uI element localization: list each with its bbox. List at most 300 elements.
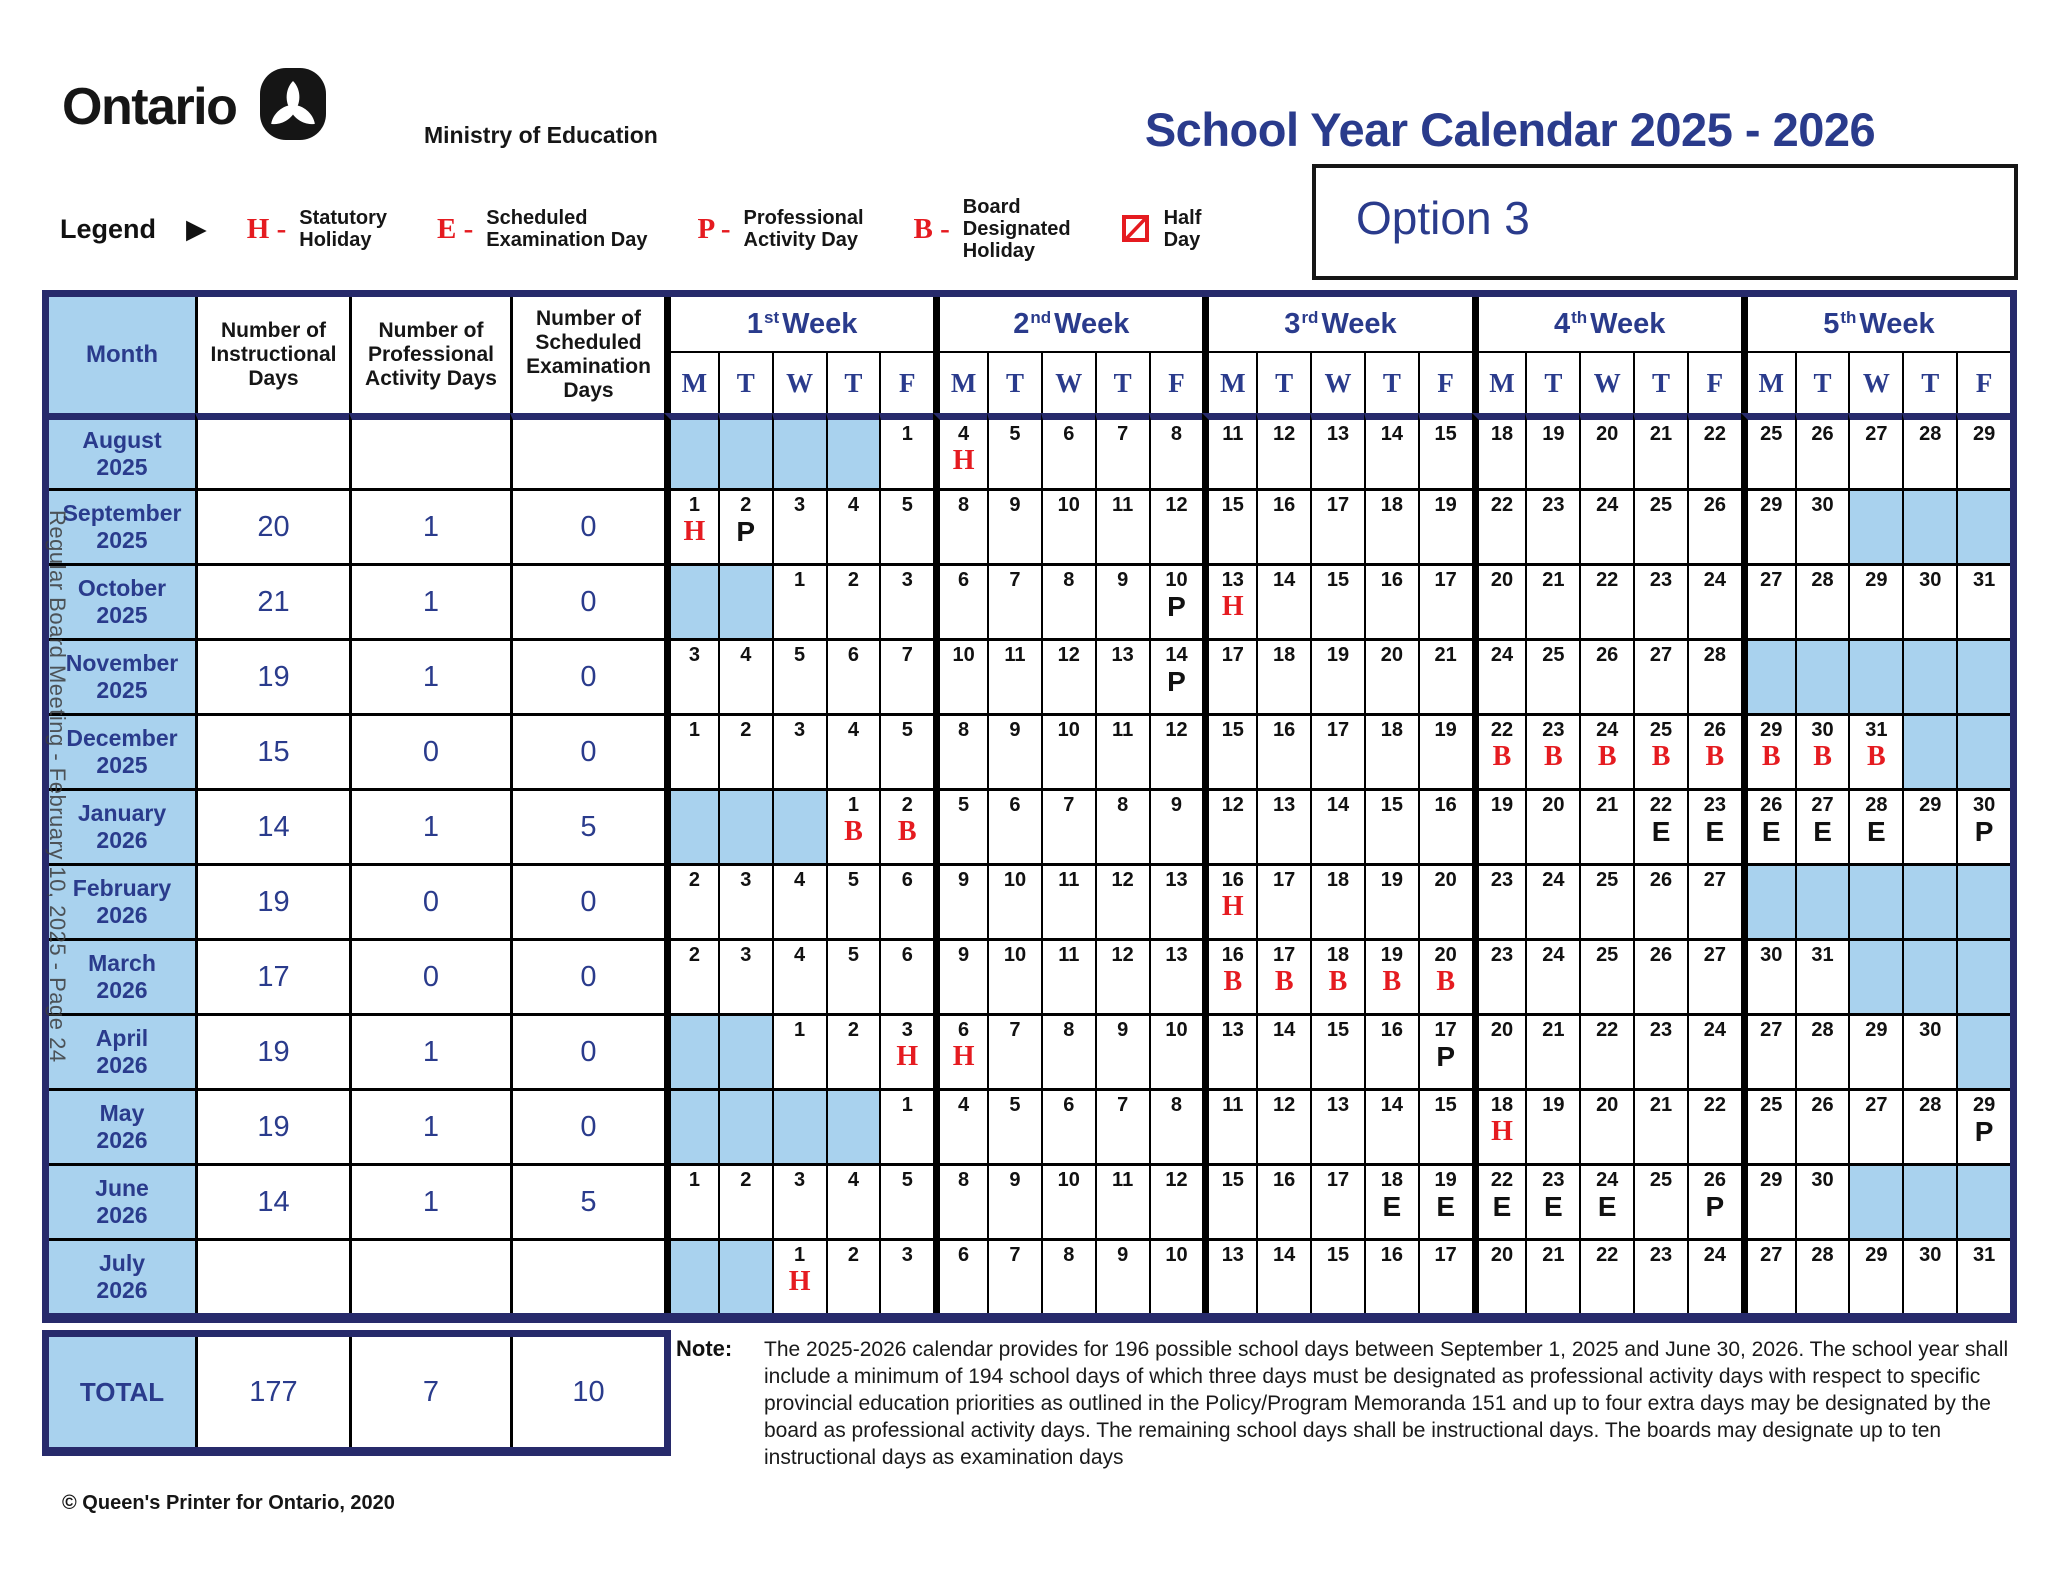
legend-title: Legend (60, 213, 157, 244)
option-box (1312, 164, 2018, 280)
day-number: 7 (1063, 794, 1075, 816)
day-number: 23 (1649, 1019, 1673, 1041)
day-number: 29 (1865, 1244, 1888, 1266)
day-cell (1848, 638, 1902, 713)
day-number: 8 (1063, 1244, 1075, 1266)
column-header: Number of Professional Activity Days (349, 297, 510, 413)
month-label (49, 488, 195, 563)
day-number: 12 (1273, 1094, 1296, 1116)
month-exam-days: 0 (510, 638, 664, 713)
day-cell (718, 563, 772, 638)
day-cell (1579, 413, 1633, 488)
month-label (49, 1088, 195, 1163)
day-number: 5 (901, 1169, 913, 1191)
day-number: 22 (1703, 1094, 1726, 1116)
day-cell (1902, 1238, 1956, 1313)
day-cell (879, 938, 933, 1013)
day-letter-header: T (1095, 351, 1149, 413)
day-number: 13 (1221, 1019, 1244, 1041)
day-cell (1310, 638, 1364, 713)
month-instructional-days: 14 (195, 1163, 349, 1238)
day-cell (718, 788, 772, 863)
month-year: 2026 (96, 1277, 148, 1303)
day-mark-E: E (1597, 1191, 1617, 1222)
day-cell (1041, 413, 1095, 488)
day-number: 29 (1760, 719, 1783, 741)
day-cell (1633, 1013, 1687, 1088)
day-cell (1310, 1163, 1364, 1238)
day-mark-B: B (1223, 966, 1243, 997)
day-number: 3 (794, 1169, 806, 1191)
legend-item (247, 207, 387, 251)
month-name: July (98, 1250, 146, 1276)
day-cell (826, 638, 880, 713)
day-number: 2 (847, 569, 859, 591)
day-cell (1472, 563, 1526, 638)
day-cell (1149, 1013, 1203, 1088)
day-cell (1633, 488, 1687, 563)
day-number: 6 (847, 644, 859, 666)
day-cell (1256, 563, 1310, 638)
day-number: 9 (1117, 1244, 1129, 1266)
day-number: 3 (901, 1244, 913, 1266)
month-instructional-days (195, 413, 349, 488)
day-cell (1902, 413, 1956, 488)
day-cell (1848, 938, 1902, 1013)
day-number: 1 (794, 1019, 806, 1041)
day-cell (1579, 788, 1633, 863)
day-cell (1795, 488, 1849, 563)
day-cell (1525, 1238, 1579, 1313)
month-pa-days: 0 (349, 938, 510, 1013)
day-number: 21 (1542, 569, 1565, 591)
month-year: 2026 (96, 977, 148, 1003)
day-mark-P: P (1974, 816, 1994, 847)
legend-symbol: B - (913, 212, 950, 245)
day-cell (1687, 1238, 1741, 1313)
day-cell (1202, 1013, 1256, 1088)
day-cell (1795, 1238, 1849, 1313)
day-number: 24 (1703, 569, 1726, 591)
day-cell (1687, 938, 1741, 1013)
day-cell (1956, 1238, 2010, 1313)
day-number: 19 (1434, 719, 1457, 741)
column-header: Number of Instructional Days (195, 297, 349, 413)
month-label (49, 638, 195, 713)
day-cell (879, 413, 933, 488)
week-header: 2 nd Week (933, 297, 1202, 351)
day-cell (1256, 638, 1310, 713)
half-day-icon (1121, 214, 1151, 244)
day-number: 14 (1165, 644, 1188, 666)
day-number: 31 (1811, 944, 1834, 966)
day-number: 21 (1542, 1019, 1565, 1041)
legend-item-label: Professional Activity Day (743, 207, 864, 251)
day-cell (1848, 788, 1902, 863)
day-mark-H: H (1491, 1116, 1513, 1147)
day-number: 6 (1063, 1094, 1075, 1116)
day-cell (1579, 1238, 1633, 1313)
day-cell (1472, 1163, 1526, 1238)
day-number: 12 (1165, 719, 1188, 741)
day-cell (933, 413, 987, 488)
day-number: 19 (1542, 1094, 1565, 1116)
day-cell (1149, 638, 1203, 713)
day-cell (1956, 788, 2010, 863)
day-number: 17 (1434, 1019, 1457, 1041)
day-cell (1095, 863, 1149, 938)
day-number: 22 (1490, 1169, 1514, 1191)
day-cell (1256, 488, 1310, 563)
day-cell (1633, 938, 1687, 1013)
day-cell (879, 863, 933, 938)
day-cell (718, 1088, 772, 1163)
day-number: 10 (952, 644, 975, 666)
day-number: 10 (1057, 494, 1080, 516)
day-number: 19 (1326, 644, 1350, 666)
day-cell (1472, 1238, 1526, 1313)
day-number: 12 (1111, 944, 1134, 966)
month-name: November (65, 650, 179, 676)
total-pa-days: 7 (349, 1337, 510, 1447)
day-cell (1741, 1088, 1795, 1163)
day-cell (1256, 938, 1310, 1013)
day-number: 19 (1434, 494, 1457, 516)
day-number: 27 (1703, 944, 1726, 966)
day-cell (1364, 713, 1418, 788)
day-number: 28 (1919, 1094, 1942, 1116)
day-cell (1633, 413, 1687, 488)
day-number: 7 (1009, 569, 1021, 591)
day-number: 8 (958, 1169, 970, 1191)
day-cell (826, 1013, 880, 1088)
legend-item (697, 207, 863, 251)
day-cell (1687, 488, 1741, 563)
day-mark-B: B (1813, 741, 1832, 772)
day-letter-header: W (772, 351, 826, 413)
day-cell (1472, 788, 1526, 863)
day-cell (933, 1088, 987, 1163)
day-cell (1902, 1013, 1956, 1088)
day-cell (933, 563, 987, 638)
day-number: 4 (794, 944, 806, 966)
day-cell (1795, 563, 1849, 638)
day-cell (1095, 413, 1149, 488)
month-exam-days: 5 (510, 788, 664, 863)
day-cell (879, 1163, 933, 1238)
day-mark-B: B (1328, 966, 1348, 997)
day-number: 5 (847, 869, 859, 891)
day-mark-E: E (1761, 816, 1781, 847)
day-number: 8 (1117, 794, 1129, 816)
day-number: 11 (1004, 644, 1026, 666)
day-cell (1256, 1238, 1310, 1313)
day-letter-header: F (879, 351, 933, 413)
day-cell (1310, 488, 1364, 563)
day-cell (1149, 1088, 1203, 1163)
day-number: 30 (1919, 1019, 1942, 1041)
day-cell (1095, 638, 1149, 713)
day-mark-B: B (1274, 966, 1294, 997)
day-cell (826, 863, 880, 938)
day-number: 22 (1596, 1019, 1619, 1041)
day-number: 17 (1273, 944, 1296, 966)
day-number: 21 (1434, 644, 1457, 666)
day-cell (718, 938, 772, 1013)
month-year: 2025 (96, 602, 148, 628)
day-cell (1633, 1238, 1687, 1313)
day-cell (1310, 1088, 1364, 1163)
day-cell (1848, 713, 1902, 788)
day-cell (987, 1163, 1041, 1238)
month-instructional-days: 19 (195, 1088, 349, 1163)
day-number: 31 (1972, 569, 1996, 591)
day-cell (1310, 863, 1364, 938)
day-number: 26 (1596, 644, 1619, 666)
day-number: 18 (1273, 644, 1296, 666)
day-cell (1795, 1013, 1849, 1088)
day-letter-header: M (1202, 351, 1256, 413)
day-number: 28 (1811, 569, 1834, 591)
day-mark-B: B (1651, 741, 1671, 772)
day-cell (664, 638, 718, 713)
month-name: October (77, 575, 167, 601)
day-number: 14 (1273, 1019, 1296, 1041)
day-cell (718, 1163, 772, 1238)
day-number: 2 (901, 794, 913, 816)
day-number: 4 (740, 644, 752, 666)
day-number: 29 (1760, 1169, 1783, 1191)
day-number: 26 (1703, 494, 1726, 516)
day-cell (1525, 563, 1579, 638)
day-cell (1956, 488, 2010, 563)
week-header: 3 rd Week (1202, 297, 1471, 351)
day-number: 18 (1490, 423, 1514, 445)
day-number: 8 (958, 494, 970, 516)
day-number: 7 (1117, 1094, 1129, 1116)
day-cell (1956, 713, 2010, 788)
day-number: 27 (1649, 644, 1673, 666)
month-instructional-days: 20 (195, 488, 349, 563)
day-cell (1149, 713, 1203, 788)
month-instructional-days (195, 1238, 349, 1313)
day-number: 7 (1009, 1244, 1021, 1266)
day-cell (1256, 413, 1310, 488)
day-cell (1149, 488, 1203, 563)
day-letter-header: T (987, 351, 1041, 413)
day-cell (1687, 863, 1741, 938)
day-number: 13 (1165, 869, 1188, 891)
day-cell (933, 863, 987, 938)
day-cell (1525, 638, 1579, 713)
day-number: 13 (1221, 1244, 1244, 1266)
day-cell (1202, 638, 1256, 713)
month-exam-days: 5 (510, 1163, 664, 1238)
day-number: 23 (1649, 569, 1673, 591)
day-cell (1525, 413, 1579, 488)
day-cell (879, 1013, 933, 1088)
day-number: 10 (1003, 944, 1027, 966)
month-name: May (99, 1100, 145, 1126)
legend (60, 196, 1251, 262)
day-mark-P: P (1705, 1191, 1725, 1222)
day-cell (772, 1013, 826, 1088)
day-cell (1095, 713, 1149, 788)
day-cell (772, 1163, 826, 1238)
day-letter-header: T (826, 351, 880, 413)
day-number: 24 (1703, 1244, 1726, 1266)
day-mark-B: B (1492, 741, 1512, 772)
day-letter-header: T (1795, 351, 1849, 413)
day-cell (772, 1238, 826, 1313)
day-cell (1202, 938, 1256, 1013)
day-cell (1579, 488, 1633, 563)
day-cell (1525, 863, 1579, 938)
day-number: 1 (688, 1169, 700, 1191)
day-letter-header: M (1741, 351, 1795, 413)
day-number: 26 (1649, 869, 1673, 891)
day-cell (718, 1238, 772, 1313)
day-cell (1687, 1013, 1741, 1088)
day-number: 28 (1811, 1019, 1834, 1041)
day-cell (718, 413, 772, 488)
day-cell (1902, 938, 1956, 1013)
day-number: 5 (847, 944, 859, 966)
day-cell (1579, 563, 1633, 638)
day-number: 8 (1170, 423, 1183, 445)
day-number: 16 (1380, 569, 1403, 591)
day-number: 3 (740, 944, 752, 966)
month-exam-days: 0 (510, 713, 664, 788)
day-number: 18 (1490, 1094, 1514, 1116)
day-mark-H: H (683, 516, 706, 547)
legend-item-label: Scheduled Examination Day (486, 207, 648, 251)
month-pa-days (349, 1238, 510, 1313)
day-letter-header: T (1364, 351, 1418, 413)
month-year: 2025 (96, 527, 148, 553)
day-cell (1310, 788, 1364, 863)
day-cell (987, 1013, 1041, 1088)
day-number: 29 (1972, 423, 1996, 445)
day-cell (1472, 638, 1526, 713)
day-cell (1364, 563, 1418, 638)
day-cell (826, 713, 880, 788)
day-number: 5 (1009, 1094, 1021, 1116)
day-cell (826, 1088, 880, 1163)
month-label (49, 1238, 195, 1313)
day-number: 19 (1380, 944, 1403, 966)
day-number: 9 (1009, 1169, 1021, 1191)
day-number: 13 (1326, 423, 1350, 445)
day-number: 8 (958, 719, 970, 741)
month-exam-days: 0 (510, 563, 664, 638)
day-cell (1202, 488, 1256, 563)
day-number: 4 (847, 719, 859, 741)
day-number: 10 (1165, 1019, 1188, 1041)
day-cell (1633, 1163, 1687, 1238)
day-mark-P: P (1167, 666, 1186, 697)
day-cell (718, 863, 772, 938)
day-cell (1579, 1088, 1633, 1163)
column-header: Month (49, 297, 195, 413)
day-number: 22 (1490, 494, 1514, 516)
ministry-label: Ministry of Education (424, 122, 658, 148)
day-cell (1472, 488, 1526, 563)
legend-symbol: H - (246, 212, 287, 245)
day-cell (772, 938, 826, 1013)
month-label (49, 563, 195, 638)
month-exam-days (510, 1238, 664, 1313)
day-cell (933, 788, 987, 863)
month-year: 2026 (96, 1127, 148, 1153)
day-cell (879, 1238, 933, 1313)
day-cell (826, 788, 880, 863)
day-cell (1902, 563, 1956, 638)
day-number: 8 (1170, 1094, 1183, 1116)
note-label: Note: (676, 1336, 733, 1361)
day-cell (1848, 488, 1902, 563)
day-number: 29 (1865, 1019, 1888, 1041)
day-number: 1 (688, 719, 700, 741)
day-cell (1256, 1163, 1310, 1238)
day-number: 28 (1811, 1244, 1834, 1266)
day-number: 20 (1434, 869, 1457, 891)
month-pa-days: 1 (349, 488, 510, 563)
day-cell (718, 638, 772, 713)
day-mark-B: B (844, 816, 863, 847)
column-header: Number of Scheduled Examination Days (510, 297, 664, 413)
day-number: 20 (1490, 1019, 1514, 1041)
day-cell (987, 488, 1041, 563)
day-mark-B: B (1382, 966, 1402, 997)
legend-items (247, 196, 1252, 262)
day-number: 15 (1326, 1019, 1350, 1041)
day-number: 25 (1596, 869, 1619, 891)
day-cell (718, 488, 772, 563)
day-cell (1902, 713, 1956, 788)
day-number: 16 (1273, 719, 1296, 741)
day-cell (1041, 1163, 1095, 1238)
legend-item (437, 207, 647, 251)
day-number: 25 (1760, 1094, 1783, 1116)
day-cell (664, 938, 718, 1013)
day-cell (1579, 638, 1633, 713)
month-label (49, 713, 195, 788)
day-cell (1741, 1163, 1795, 1238)
day-number: 28 (1865, 794, 1888, 816)
day-cell (664, 1238, 718, 1313)
day-number: 15 (1221, 494, 1244, 516)
legend-item-label: Statutory Holiday (299, 207, 388, 251)
day-cell (1472, 863, 1526, 938)
day-number: 22 (1596, 569, 1619, 591)
day-cell (879, 788, 933, 863)
day-cell (1741, 413, 1795, 488)
day-number: 15 (1221, 719, 1244, 741)
day-number: 16 (1380, 1019, 1403, 1041)
day-number: 10 (1003, 869, 1027, 891)
day-letter-header: M (1472, 351, 1526, 413)
day-cell (1149, 788, 1203, 863)
day-cell (1687, 563, 1741, 638)
day-cell (1795, 1088, 1849, 1163)
week-header: 5 th Week (1741, 297, 2010, 351)
day-cell (1095, 1013, 1149, 1088)
day-cell (826, 488, 880, 563)
legend-item-label: Half Day (1163, 207, 1202, 251)
day-cell (1956, 1163, 2010, 1238)
day-number: 3 (901, 569, 913, 591)
